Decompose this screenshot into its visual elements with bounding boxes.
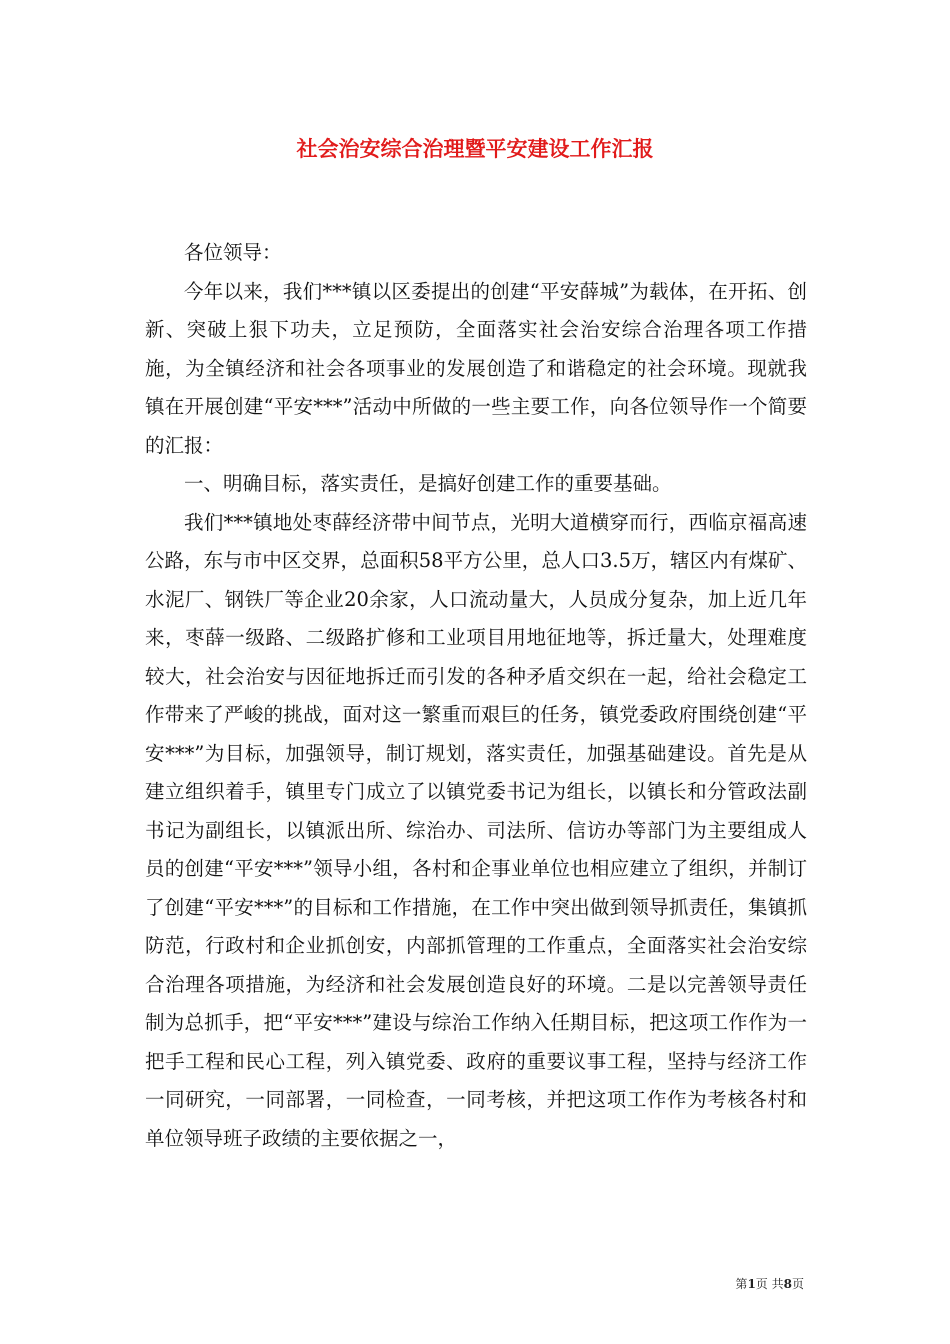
footer-middle: 页 共: [755, 1277, 784, 1291]
document-title: 社会治安综合治理暨平安建设工作汇报: [296, 136, 654, 161]
footer-prefix: 第: [735, 1277, 748, 1291]
paragraph-section-1: 我们***镇地处枣薛经济带中间节点，光明大道横穿而行，西临京福高速公路，东与市中区交界，总面积58平方公里，总人口3.5万，辖区内有煤矿、水泥厂、钢铁厂等企业20余家，人口流动量大，人员成分复杂，加上近几年来，枣薛一级路、二级路扩修和工业项目用地征地等，拆迁量大，处理难度较大，社会治安与因征地拆迁而引发的各种矛盾交织在一起，给社会稳定工作带来了严峻的挑战，面对这一繁重而艰巨的任务，镇党委政府围绕创建“平安***”为目标，加强领导，制订规划，落实责任，加强基础建设。首先是从建立组织着手，镇里专门成立了以镇党委书记为组长，以镇长和分管政法副书记为副组长，以镇派出所、综治办、司法所、信访办等部门为主要组成人员的创建“平安***”领导小组，各村和企事业单位也相应建立了组织，并制订了创建“平安***”的目标和工作措施，在工作中突出做到领导抓责任，集镇抓防范，行政村和企业抓创安，内部抓管理的工作重点，全面落实社会治安综合治理各项措施，为经济和社会发展创造良好的环境。二是以完善领导责任制为总抓手，把“平安***”建设与综治工作纳入任期目标，把这项工作作为一把手工程和民心工程，列入镇党委、政府的重要议事工程，坚持与经济工作一同研究，一同部署，一同检查，一同考核，并把这项工作作为考核各村和单位领导班子政绩的主要依据之一，: [145, 510, 807, 1150]
footer-total-pages: 8: [783, 1277, 792, 1291]
salutation: 各位领导：: [184, 241, 282, 264]
footer-current-page: 1: [747, 1277, 756, 1291]
page-footer: [735, 1276, 804, 1292]
paragraph-intro: 今年以来，我们***镇以区委提出的创建“平安薛城”为载体，在开拓、创新、突破上狠下功夫，立足预防，全面落实社会治安综合治理各项工作措施，为全镇经济和社会各项事业的发展创造了和谐稳定的社会环境。现就我镇在开展创建“平安***”活动中所做的一些主要工作，向各位领导作一个简要的汇报：: [145, 279, 807, 457]
section-heading-1: 一、明确目标，落实责任，是搞好创建工作的重要基础。: [184, 472, 672, 495]
footer-suffix: 页: [791, 1277, 804, 1291]
document-body: [145, 234, 807, 1158]
